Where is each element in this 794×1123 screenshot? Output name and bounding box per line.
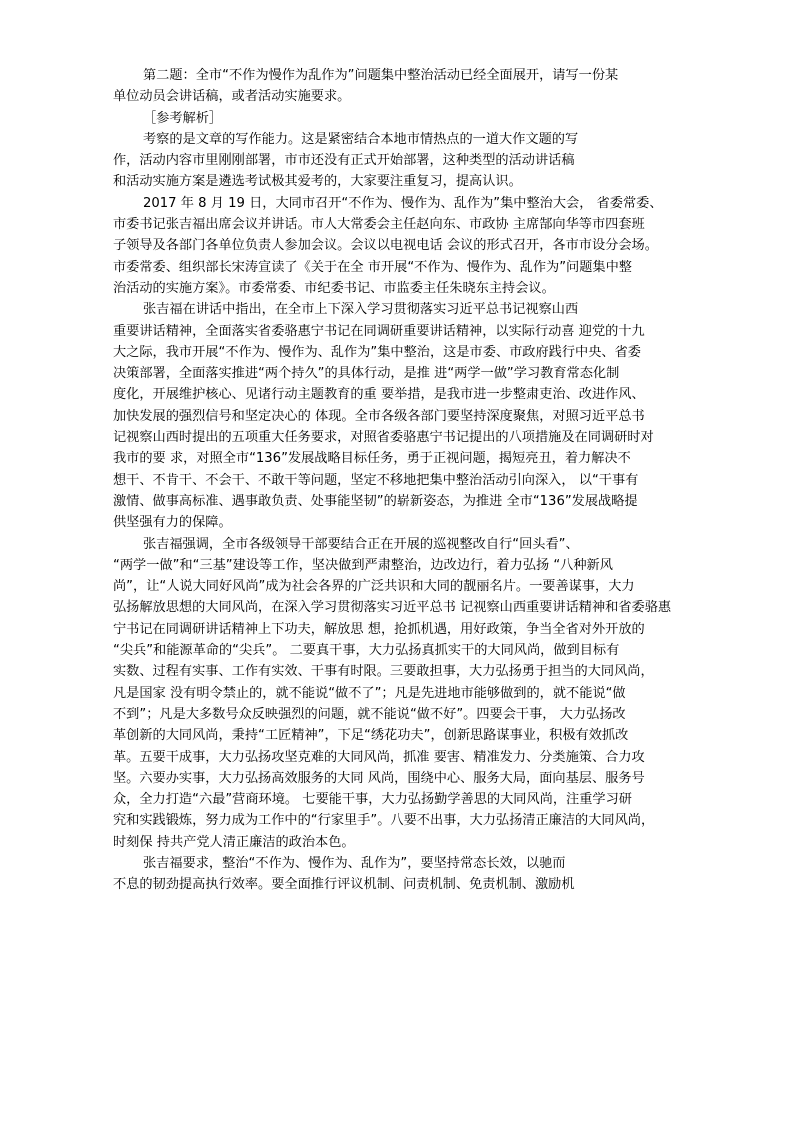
- text-line: 张吉福要求，整治“不作为、慢作为、乱作为”，要坚持常态长效，以驰而: [143, 855, 566, 871]
- text-line: 不到”；凡是大多数号众反映强烈的问题，就不能说“做不好”。四要会干事， 大力弘扬改: [113, 706, 626, 722]
- text-line: 凡是国家 没有明令禁止的，就不能说“做不了”；凡是先进地市能够做到的，就不能说“做: [113, 685, 626, 701]
- text-line: 2017 年 8 月 19 日，大同市召开“不作为、慢作为、乱作为”集中整治大会， 省委常委、: [143, 195, 663, 211]
- text-line: “尖兵”和能源革命的“尖兵”。 二要真干事，大力弘扬真抓实干的大同风尚，做到目标有: [113, 643, 620, 659]
- text-line: 激情、做事高标准、遇事敢负责、处事能坚韧”的崭新姿态，为推进 全市“136”发展战略提: [113, 493, 638, 509]
- text-line: 不息的韧劲提高执行效率。要全面推行评议机制、问责机制、免责机制、激励机: [113, 877, 575, 893]
- text-line: 市委常委、组织部长宋涛宣读了《关于在全 市开展“不作为、慢作为、乱作为”问题集中整: [113, 259, 632, 275]
- text-line: 重要讲话精神，全面落实省委骆惠宁书记在同调研重要讲话精神，以实际行动喜 迎党的十九: [113, 323, 645, 339]
- text-line: 张吉福在讲话中指出，在全市上下深入学习贯彻落实习近平总书记视察山西: [143, 302, 579, 318]
- text-line: 治活动的实施方案》。市委常委、市纪委书记、市监委主任朱晓东主持会议。: [113, 280, 555, 296]
- text-line: 作，活动内容市里刚刚部署，市市还没有正式开始部署，这种类型的活动讲话稿: [113, 153, 575, 169]
- text-line: 市委书记张吉福出席会议并讲话。市人大常委会主任赵向东、市政协 主席郜向华等市四套班: [113, 217, 645, 233]
- text-line: 供坚强有力的保障。: [113, 515, 232, 531]
- text-line: 弘扬解放思想的大同风尚，在深入学习贯彻落实习近平总书 记视察山西重要讲话精神和省委骆惠: [113, 600, 672, 616]
- text-line: 子领导及各部门各单位负责人参加会议。会议以电视电话 会议的形式召开，各市市设分会场。: [113, 238, 658, 254]
- text-line: 革创新的大同风尚，秉持“工匠精神”，下足“绣花功夫”，创新思路谋事业，积极有效抓改: [113, 728, 629, 744]
- text-line: 坚。六要办实事，大力弘扬高效服务的大同 风尚，围绕中心、服务大局，面向基层、服务号: [113, 770, 645, 786]
- text-line: 第二题：全市“不作为慢作为乱作为”问题集中整治活动已经全面展开，请写一份某: [143, 68, 619, 83]
- text-line: 加快发展的强烈信号和坚定决心的 体现。全市各级各部门要坚持深度聚焦，对照习近平总书: [113, 408, 645, 424]
- text-line: 和活动实施方案是遴选考试极其爱考的，大家要注重复习，提高认识。: [113, 174, 522, 190]
- text-line: 革。五要干成事，大力弘扬攻坚克难的大同风尚，抓准 要害、精准发力、分类施策、合力攻: [113, 749, 645, 765]
- document-page: [113, 65, 698, 896]
- text-line: 单位动员会讲话稿，或者活动实施要求。: [113, 89, 351, 105]
- text-line: 宁书记在同调研讲话精神上下功夫，解放思 想，抢抓机遇，用好政策，争当全省对外开放的: [113, 621, 645, 637]
- text-line: 实数、过程有实事、工作有实效、干事有时限。三要敢担事，大力弘扬勇于担当的大同风尚，: [113, 664, 654, 680]
- text-line: 想干、不肯干、不会干、不敢干等问题，坚定不移地把集中整治活动引向深入， 以“干事有: [113, 472, 639, 488]
- text-line: 度化，开展维护核心、见诸行动主题教育的重 要举措，是我市进一步整肃吏治、改进作风、: [113, 387, 645, 403]
- text-line: 记视察山西时提出的五项重大任务要求，对照省委骆惠宁书记提出的八项措施及在同调研时对: [113, 430, 654, 446]
- text-line: 众，全力打造“六最”营商环境。 七要能干事，大力弘扬勤学善思的大同风尚，注重学习研: [113, 792, 632, 808]
- text-line: 考察的是文章的写作能力。这是紧密结合本地市情热点的一道大作文题的写: [143, 131, 579, 147]
- text-line: “两学一做”和“三基”建设等工作，坚决做到严肃整治，边改边行，着力弘扬 “八种新风: [113, 557, 613, 573]
- text-line: 大之际，我市开展“不作为、慢作为、乱作为”集中整治，这是市委、市政府践行中央、省委: [113, 344, 641, 360]
- text-line: 究和实践锻炼，努力成为工作中的“行家里手”。八要不出事，大力弘扬清正廉洁的大同风尚，: [113, 813, 655, 829]
- text-line: 我市的要 求，对照全市“136”发展战略目标任务，勇于正视问题，揭短亮丑，着力解决不: [113, 451, 631, 467]
- text-line: 张吉福强调，全市各级领导干部要结合正在开展的巡视整改自行“回头看”、: [143, 536, 579, 552]
- text-line: 尚”，让“人说大同好风尚”成为社会各界的广泛共识和大同的靓丽名片。一要善谋事，大力: [113, 579, 635, 595]
- text-line: 决策部署，全面落实推进“两个持久”的具体行动，是推 进“两学一做”学习教育常态化制: [113, 366, 620, 382]
- text-line: 时刻保 持共产党人清正廉洁的政治本色。: [113, 834, 355, 850]
- text-line: ［参考解析］: [143, 110, 223, 126]
